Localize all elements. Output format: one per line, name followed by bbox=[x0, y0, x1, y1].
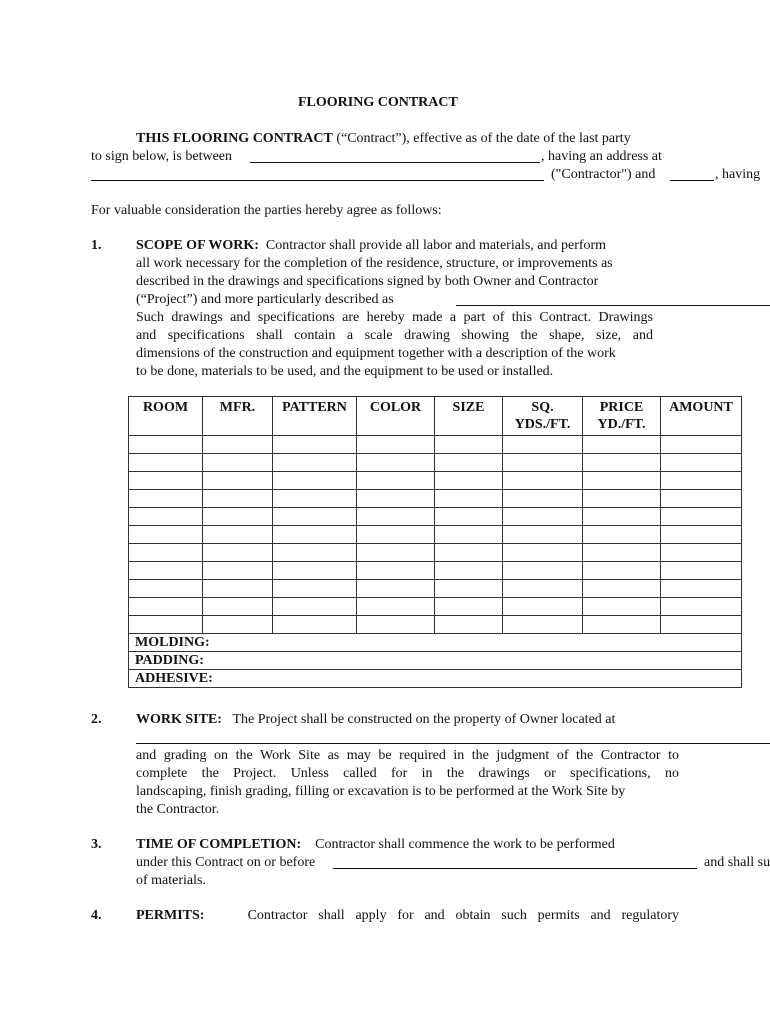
table-cell[interactable] bbox=[435, 562, 503, 580]
intro-line-3b: , having bbox=[715, 167, 761, 182]
table-cell[interactable] bbox=[357, 472, 435, 490]
table-cell[interactable] bbox=[661, 436, 742, 454]
section-3-line-1-text: Contractor shall commence the work to be performed bbox=[315, 837, 615, 852]
section-4-heading: PERMITS: bbox=[136, 908, 205, 923]
table-cell[interactable] bbox=[583, 526, 661, 544]
intro-line-2a: to sign below, is between bbox=[91, 149, 233, 164]
table-cell[interactable] bbox=[273, 580, 357, 598]
table-cell[interactable] bbox=[661, 598, 742, 616]
table-cell[interactable] bbox=[357, 616, 435, 634]
table-row-padding bbox=[129, 652, 742, 670]
section-2-number: 2. bbox=[91, 712, 102, 727]
header-pattern: PATTERN bbox=[273, 397, 357, 436]
table-cell[interactable] bbox=[273, 598, 357, 616]
start-date-blank[interactable] bbox=[333, 868, 697, 869]
table-cell[interactable] bbox=[203, 526, 273, 544]
table-row-molding bbox=[129, 634, 742, 652]
materials-table bbox=[128, 396, 742, 688]
table-cell[interactable] bbox=[273, 508, 357, 526]
table-cell[interactable] bbox=[435, 508, 503, 526]
section-1-line-3: described in the drawings and specifications signed by both Owner and Contractor bbox=[136, 274, 599, 289]
section-1-line-8: to be done, materials to be used, and the equipment to be used or installed. bbox=[136, 364, 554, 379]
section-3-heading: TIME OF COMPLETION: bbox=[136, 837, 302, 852]
table-cell[interactable] bbox=[503, 598, 583, 616]
table-cell[interactable] bbox=[503, 454, 583, 472]
table-row bbox=[129, 616, 742, 634]
table-cell[interactable] bbox=[503, 472, 583, 490]
table-row bbox=[129, 472, 742, 490]
adhesive-label[interactable]: ADHESIVE: bbox=[129, 670, 742, 688]
table-cell[interactable] bbox=[203, 562, 273, 580]
table-cell[interactable] bbox=[273, 490, 357, 508]
table-cell[interactable] bbox=[661, 544, 742, 562]
table-cell[interactable] bbox=[129, 580, 203, 598]
table-cell[interactable] bbox=[357, 544, 435, 562]
table-cell[interactable] bbox=[503, 562, 583, 580]
section-3-line-1 bbox=[136, 836, 615, 854]
project-description-blank[interactable] bbox=[456, 305, 770, 306]
table-cell[interactable] bbox=[129, 490, 203, 508]
table-cell[interactable] bbox=[357, 526, 435, 544]
table-cell[interactable] bbox=[661, 616, 742, 634]
work-site-address-blank[interactable] bbox=[136, 743, 770, 744]
table-cell[interactable] bbox=[583, 436, 661, 454]
table-cell[interactable] bbox=[435, 598, 503, 616]
table-cell[interactable] bbox=[503, 580, 583, 598]
table-cell[interactable] bbox=[503, 526, 583, 544]
section-2-line-4: landscaping, finish grading, filling or excavation is to be performed at the Work Site by bbox=[136, 784, 626, 799]
section-1-line-5: Such drawings and specifications are hereby made a part of this Contract. Drawings bbox=[136, 310, 653, 325]
section-4-number: 4. bbox=[91, 908, 102, 923]
padding-label[interactable]: PADDING: bbox=[129, 652, 742, 670]
section-3-line-2a: under this Contract on or before bbox=[136, 855, 316, 870]
section-2-line-1 bbox=[136, 711, 615, 729]
intro-lead-bold: THIS FLOORING CONTRACT bbox=[136, 131, 333, 146]
table-cell[interactable] bbox=[129, 526, 203, 544]
intro-line-3a: ("Contractor") and bbox=[551, 167, 656, 182]
table-cell[interactable] bbox=[129, 454, 203, 472]
table-cell[interactable] bbox=[661, 562, 742, 580]
header-room: ROOM bbox=[129, 397, 203, 436]
table-row bbox=[129, 580, 742, 598]
table-cell[interactable] bbox=[435, 472, 503, 490]
table-row bbox=[129, 490, 742, 508]
table-row bbox=[129, 454, 742, 472]
table-row bbox=[129, 562, 742, 580]
molding-label[interactable]: MOLDING: bbox=[129, 634, 742, 652]
table-row bbox=[129, 436, 742, 454]
section-2-line-5: the Contractor. bbox=[136, 802, 220, 817]
table-row bbox=[129, 598, 742, 616]
table-cell[interactable] bbox=[357, 436, 435, 454]
section-1-heading: SCOPE OF WORK: bbox=[136, 238, 259, 253]
table-cell[interactable] bbox=[435, 490, 503, 508]
consideration-text: For valuable consideration the parties hereby agree as follows: bbox=[91, 203, 442, 218]
table-cell[interactable] bbox=[503, 544, 583, 562]
party-name-blank[interactable] bbox=[250, 162, 540, 163]
table-cell[interactable] bbox=[435, 526, 503, 544]
table-row bbox=[129, 508, 742, 526]
table-cell[interactable] bbox=[203, 544, 273, 562]
table-cell[interactable] bbox=[357, 454, 435, 472]
table-cell[interactable] bbox=[583, 598, 661, 616]
section-1-line-1 bbox=[136, 237, 606, 255]
table-row-adhesive bbox=[129, 670, 742, 688]
table-cell[interactable] bbox=[661, 472, 742, 490]
table-cell[interactable] bbox=[357, 598, 435, 616]
header-size: SIZE bbox=[435, 397, 503, 436]
table-cell[interactable] bbox=[661, 490, 742, 508]
table-cell[interactable] bbox=[435, 544, 503, 562]
table-cell[interactable] bbox=[661, 508, 742, 526]
table-cell[interactable] bbox=[273, 526, 357, 544]
table-cell[interactable] bbox=[273, 472, 357, 490]
table-cell[interactable] bbox=[129, 616, 203, 634]
table-cell[interactable] bbox=[503, 490, 583, 508]
section-1-line-2: all work necessary for the completion of the residence, structure, or improvements as bbox=[136, 256, 613, 271]
section-1-line-4: (“Project”) and more particularly described as bbox=[136, 292, 394, 307]
table-cell[interactable] bbox=[503, 508, 583, 526]
table-cell[interactable] bbox=[203, 598, 273, 616]
section-3-line-2b: and shall su bbox=[704, 855, 770, 870]
table-cell[interactable] bbox=[129, 436, 203, 454]
table-cell[interactable] bbox=[661, 454, 742, 472]
header-price-yd-ft: PRICE YD./FT. bbox=[583, 397, 661, 436]
table-row bbox=[129, 544, 742, 562]
table-cell[interactable] bbox=[357, 508, 435, 526]
table-body bbox=[129, 436, 742, 634]
section-1-line-1-text: Contractor shall provide all labor and materials, and perform bbox=[265, 238, 607, 253]
table-cell[interactable] bbox=[503, 616, 583, 634]
table-cell[interactable] bbox=[583, 544, 661, 562]
table-cell[interactable] bbox=[435, 580, 503, 598]
table-cell[interactable] bbox=[273, 436, 357, 454]
table-cell[interactable] bbox=[435, 616, 503, 634]
table-cell[interactable] bbox=[203, 436, 273, 454]
section-1-line-7: dimensions of the construction and equipment together with a description of the work bbox=[136, 346, 616, 361]
header-color: COLOR bbox=[357, 397, 435, 436]
section-3-number: 3. bbox=[91, 837, 102, 852]
table-cell[interactable] bbox=[661, 526, 742, 544]
table-cell[interactable] bbox=[203, 508, 273, 526]
table-cell[interactable] bbox=[129, 598, 203, 616]
table-cell[interactable] bbox=[583, 616, 661, 634]
section-1-line-6: and specifications shall contain a scale drawing showing the shape, size, and bbox=[136, 328, 653, 343]
table-row bbox=[129, 526, 742, 544]
other-party-blank[interactable] bbox=[670, 180, 714, 181]
table-cell[interactable] bbox=[203, 490, 273, 508]
table-cell[interactable] bbox=[583, 562, 661, 580]
table-cell[interactable] bbox=[273, 616, 357, 634]
table-cell[interactable] bbox=[583, 490, 661, 508]
table-cell[interactable] bbox=[273, 454, 357, 472]
section-4-line-1 bbox=[136, 907, 679, 925]
table-header-row bbox=[129, 397, 742, 436]
table-cell[interactable] bbox=[203, 454, 273, 472]
table-cell[interactable] bbox=[273, 562, 357, 580]
section-3-line-3: of materials. bbox=[136, 873, 206, 888]
intro-lead-rest: (“Contract”), effective as of the date of the last party bbox=[332, 131, 631, 146]
table-cell[interactable] bbox=[203, 580, 273, 598]
table-cell[interactable] bbox=[583, 580, 661, 598]
table-cell[interactable] bbox=[129, 508, 203, 526]
table-cell[interactable] bbox=[203, 472, 273, 490]
intro-line-2b: , having an address at bbox=[541, 149, 662, 164]
section-2-line-3: complete the Project. Unless called for in the drawings or specifications, no bbox=[136, 766, 679, 781]
table-cell[interactable] bbox=[435, 454, 503, 472]
table-cell[interactable] bbox=[129, 472, 203, 490]
table-cell[interactable] bbox=[273, 544, 357, 562]
section-4-line-1-text: Contractor shall apply for and obtain such permits and regulatory bbox=[247, 908, 679, 923]
table-cell[interactable] bbox=[203, 616, 273, 634]
table-cell[interactable] bbox=[503, 436, 583, 454]
section-2-line-1-text: The Project shall be constructed on the property of Owner located at bbox=[232, 712, 616, 727]
intro-line-1 bbox=[136, 130, 631, 148]
section-2-line-2: and grading on the Work Site as may be required in the judgment of the Contractor to bbox=[136, 748, 679, 763]
header-amount: AMOUNT bbox=[661, 397, 742, 436]
table-cell[interactable] bbox=[435, 436, 503, 454]
table-cell[interactable] bbox=[661, 580, 742, 598]
header-mfr: MFR. bbox=[203, 397, 273, 436]
address-blank[interactable] bbox=[91, 180, 544, 181]
section-2-heading: WORK SITE: bbox=[136, 712, 222, 727]
table-cell[interactable] bbox=[357, 490, 435, 508]
table-cell[interactable] bbox=[583, 472, 661, 490]
table-cell[interactable] bbox=[583, 454, 661, 472]
section-1-number: 1. bbox=[91, 238, 102, 253]
table-cell[interactable] bbox=[129, 562, 203, 580]
document-title: FLOORING CONTRACT bbox=[298, 95, 458, 110]
table-cell[interactable] bbox=[129, 544, 203, 562]
header-sq-yds-ft: SQ. YDS./FT. bbox=[503, 397, 583, 436]
table-cell[interactable] bbox=[357, 562, 435, 580]
table-cell[interactable] bbox=[583, 508, 661, 526]
table-cell[interactable] bbox=[357, 580, 435, 598]
